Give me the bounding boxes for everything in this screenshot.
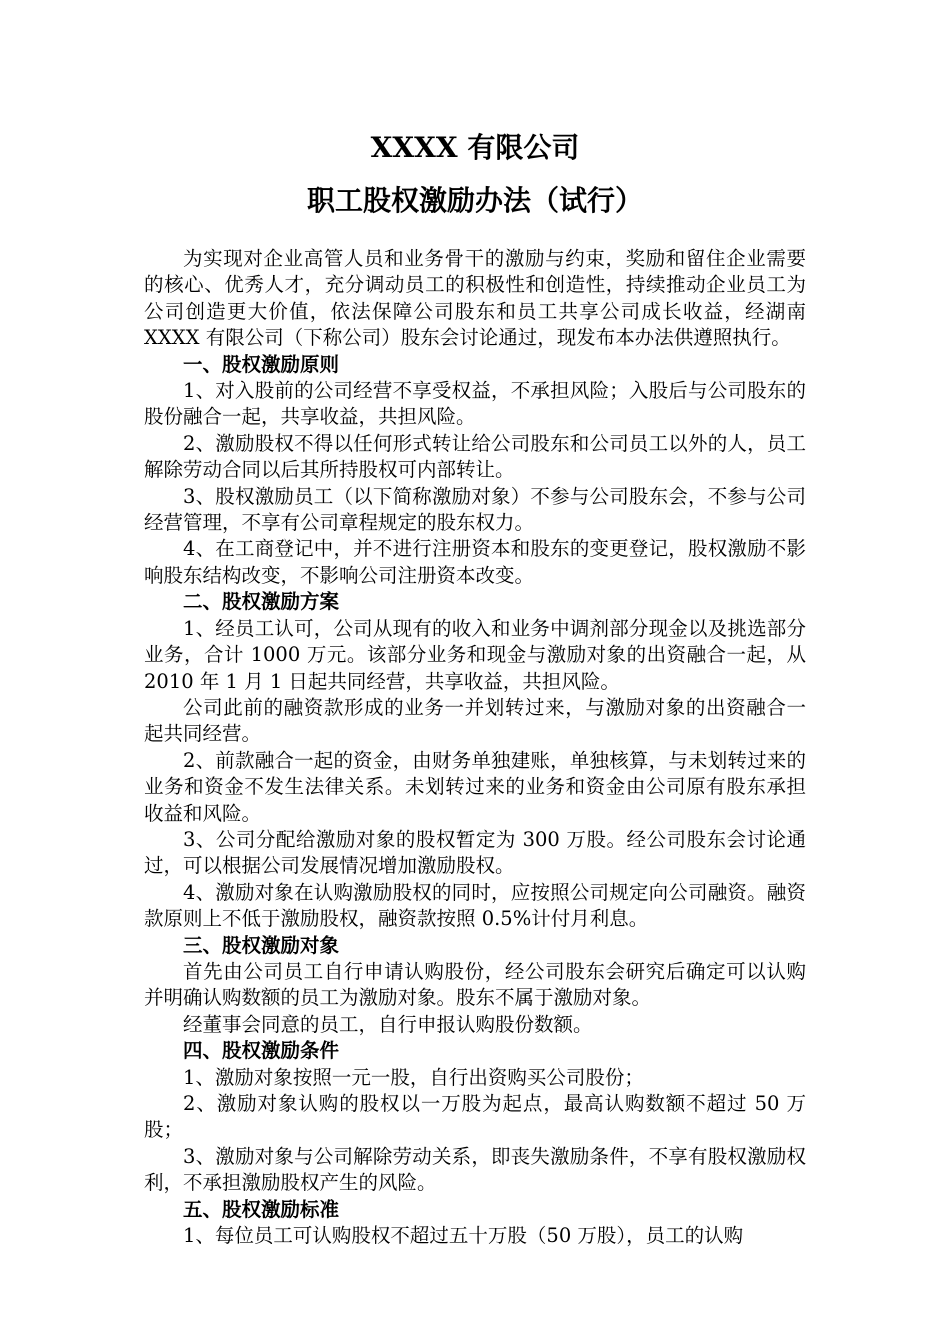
document-title: 职工股权激励办法（试行） xyxy=(306,184,643,217)
body-paragraph: 2、前款融合一起的资金，由财务单独建账，单独核算，与未划转过来的业务和资金不发生法律关系。未划转过来的业务和资金由公司原有股东承担收益和风险。 xyxy=(144,748,806,825)
body-paragraph: 1、激励对象按照一元一股，自行出资购买公司股份； xyxy=(183,1065,644,1089)
body-paragraph: 经董事会同意的员工，自行申报认购股份数额。 xyxy=(183,1012,593,1036)
section-heading: 二、股权激励方案 xyxy=(183,590,340,614)
intro-paragraph: 为实现对企业高管人员和业务骨干的激励与约束，奖励和留住企业需要的核心、优秀人才，充分调动员工的积极性和创造性，持续推动企业员工为公司创造更大价值，依法保障公司股东和员工共享公司成长收益，经湖南 XXXX 有限公司（下称公司）股东会讨论通过，现发布本办法供遵照执行。 xyxy=(144,247,806,350)
body-paragraph: 2、激励对象认购的股权以一万股为起点，最高认购数额不超过 50 万股； xyxy=(144,1092,806,1142)
body-paragraph: 1、每位员工可认购股权不超过五十万股（50 万股），员工的认购 xyxy=(183,1224,744,1248)
document-body xyxy=(144,246,806,1249)
section-heading: 五、股权激励标准 xyxy=(183,1197,340,1221)
section-heading: 一、股权激励原则 xyxy=(183,352,340,376)
body-paragraph: 3、公司分配给激励对象的股权暂定为 300 万股。经公司股东会讨论通过，可以根据公司发展情况增加激励股权。 xyxy=(144,827,806,878)
body-paragraph: 4、在工商登记中，并不进行注册资本和股东的变更登记，股权激励不影响股东结构改变，不影响公司注册资本改变。 xyxy=(144,537,806,587)
body-paragraph: 1、对入股前的公司经营不享受权益，不承担风险；入股后与公司股东的股份融合一起，共享收益，共担风险。 xyxy=(144,379,806,429)
body-paragraph: 公司此前的融资款形成的业务一并划转过来，与激励对象的出资融合一起共同经营。 xyxy=(144,695,806,746)
section-heading: 三、股权激励对象 xyxy=(183,933,340,957)
body-paragraph: 3、激励对象与公司解除劳动关系，即丧失激励条件，不享有股权激励权利，不承担激励股权产生的风险。 xyxy=(144,1144,806,1195)
section-heading: 四、股权激励条件 xyxy=(183,1039,340,1063)
body-paragraph: 2、激励股权不得以任何形式转让给公司股东和公司员工以外的人，员工解除劳动合同以后其所持股权可内部转让。 xyxy=(144,431,806,482)
body-paragraph: 4、激励对象在认购激励股权的同时，应按照公司规定向公司融资。融资款原则上不低于激励股权，融资款按照 0.5%计付月利息。 xyxy=(144,880,806,931)
company-title: XXXX 有限公司 xyxy=(370,131,580,164)
body-paragraph: 首先由公司员工自行申请认购股份，经公司股东会研究后确定可以认购并明确认购数额的员工为激励对象。股东不属于激励对象。 xyxy=(144,959,806,1010)
body-paragraph: 1、经员工认可，公司从现有的收入和业务中调剂部分现金以及挑选部分业务，合计 1000 万元。该部分业务和现金与激励对象的出资融合一起，从 2010 年 1 月 1 日起共同经营，共享收益，共担风险。 xyxy=(144,616,806,693)
body-paragraph: 3、股权激励员工（以下简称激励对象）不参与公司股东会，不参与公司经营管理，不享有公司章程规定的股东权力。 xyxy=(144,484,806,535)
